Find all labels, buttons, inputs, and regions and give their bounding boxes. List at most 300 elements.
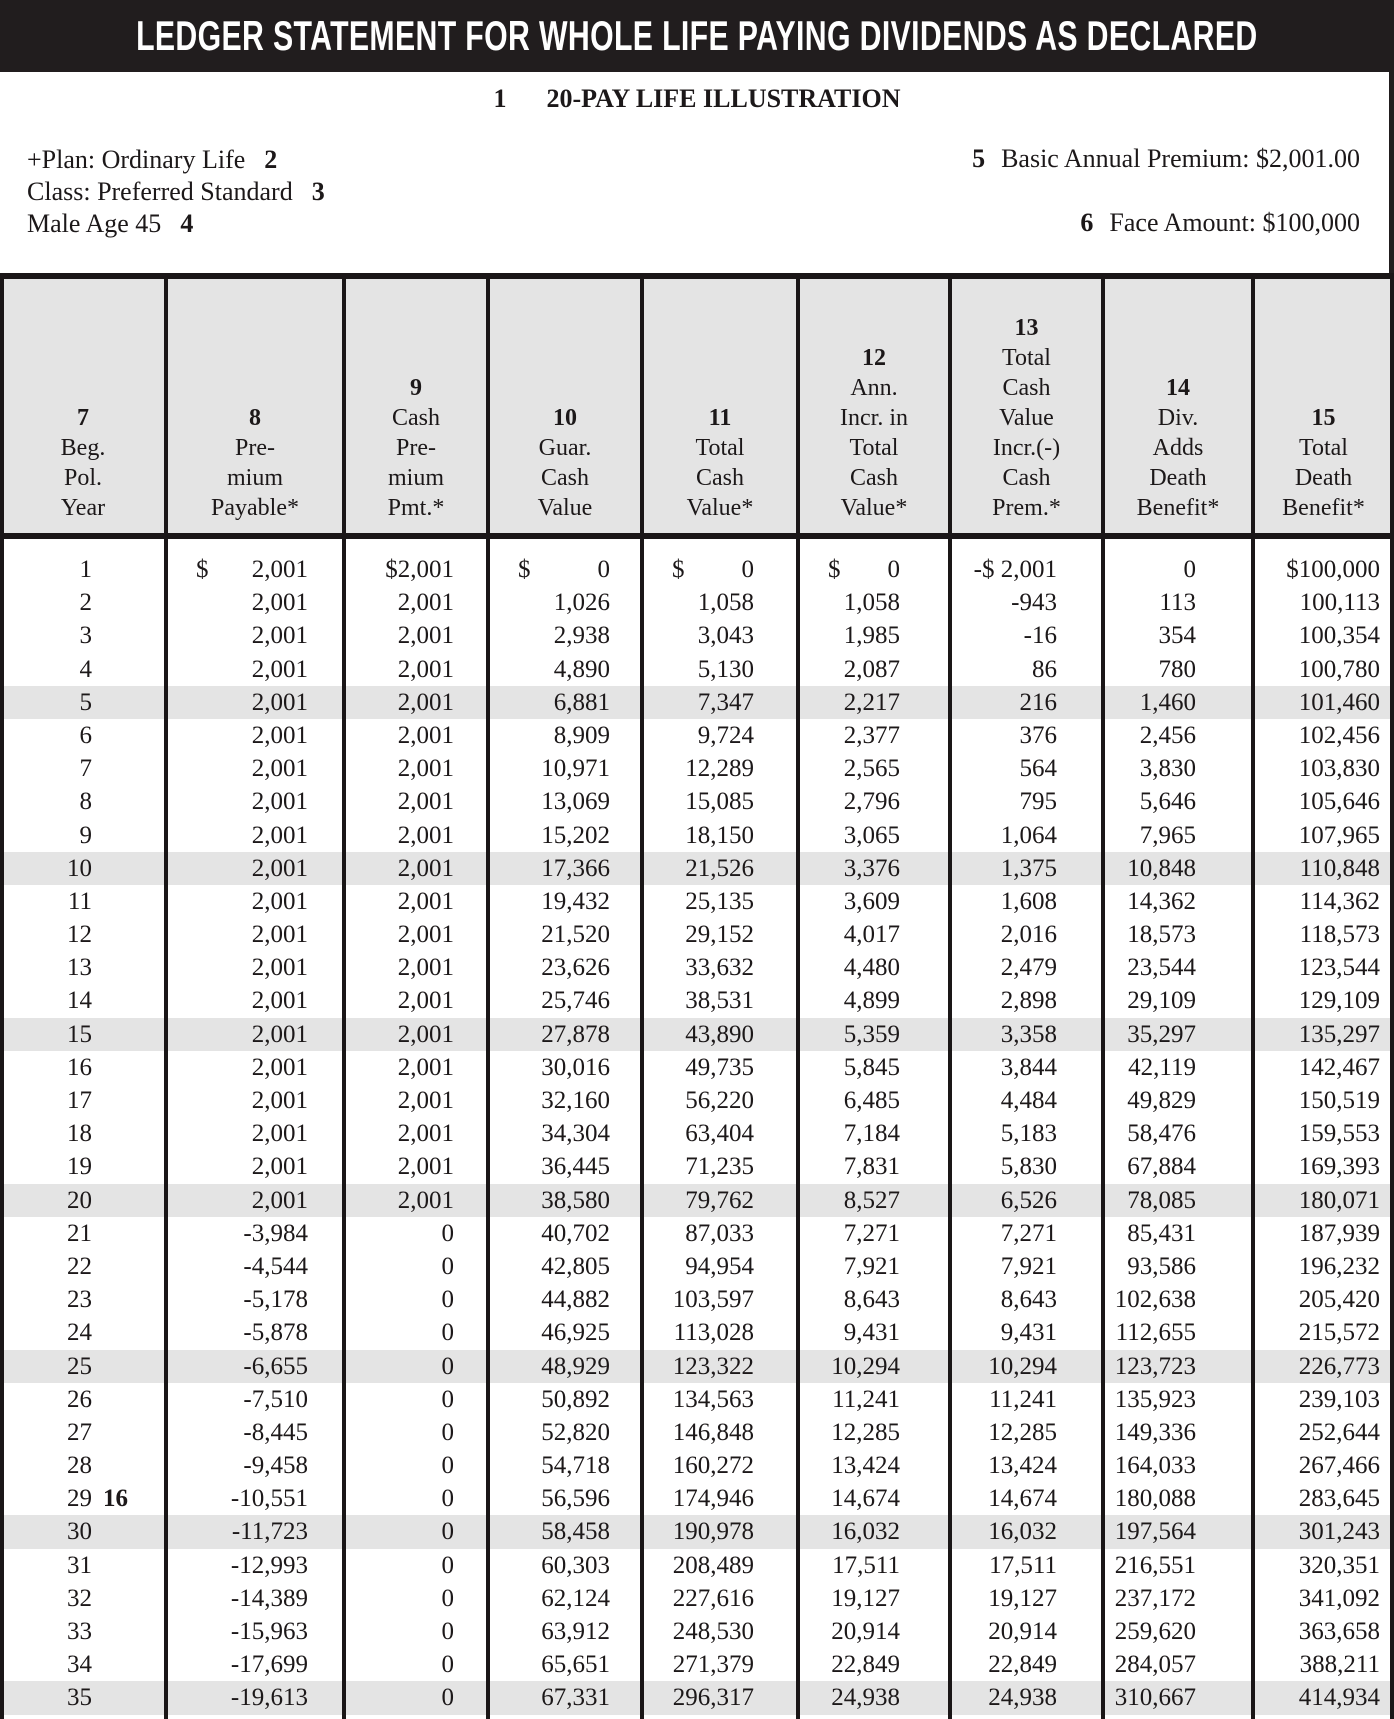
data-cell: 6,485 xyxy=(843,1087,900,1114)
data-cell: 2,938 xyxy=(553,622,610,650)
data-cell: 22,849 xyxy=(988,1651,1057,1679)
column-header-12 xyxy=(798,279,950,533)
data-cell: 67,331 xyxy=(541,1684,610,1712)
row-year: 5 xyxy=(79,688,92,716)
data-cell: 150,519 xyxy=(1298,1087,1380,1114)
data-cell: 2,796 xyxy=(843,788,900,816)
data-cell: 56,596 xyxy=(541,1485,610,1513)
data-cell: 42,119 xyxy=(1128,1053,1196,1081)
data-cell: 17,511 xyxy=(989,1551,1057,1579)
data-cell: 2,001 xyxy=(251,622,308,650)
header-line: Total xyxy=(1002,345,1051,371)
column-number: 11 xyxy=(708,405,732,431)
class-label: Class: Preferred Standard xyxy=(27,177,293,206)
data-cell: 2,001 xyxy=(397,788,454,816)
data-cell: 284,057 xyxy=(1114,1651,1196,1679)
data-cell: 0 xyxy=(441,1352,454,1380)
row-year: 18 xyxy=(67,1120,92,1148)
row-year: 25 xyxy=(67,1352,92,1380)
data-cell: 0 xyxy=(441,1286,454,1314)
data-cell: 71,235 xyxy=(685,1153,754,1181)
row-year: 35 xyxy=(67,1684,92,1712)
data-cell: 123,723 xyxy=(1114,1352,1196,1380)
data-cell: 0 xyxy=(441,1418,454,1446)
data-cell: 107,965 xyxy=(1298,821,1380,849)
callout-3: 3 xyxy=(311,177,325,206)
row-year: 21 xyxy=(67,1219,92,1247)
data-cell: $ 0 xyxy=(798,553,950,586)
table-row xyxy=(0,1449,1394,1482)
data-cell: 79,762 xyxy=(685,1186,754,1214)
header-line: Pol. xyxy=(63,465,102,491)
data-cell: -5,878 xyxy=(243,1319,308,1347)
subtitle-text: 20-PAY LIFE ILLUSTRATION xyxy=(546,84,901,113)
column-number: 14 xyxy=(1166,375,1190,401)
table-row xyxy=(0,1615,1394,1648)
column-number: 15 xyxy=(1311,405,1336,431)
data-cell: 19,127 xyxy=(831,1584,900,1612)
data-cell: 6,881 xyxy=(553,688,610,716)
data-cell: 3,830 xyxy=(1139,755,1196,783)
data-cell: 7,965 xyxy=(1139,821,1196,849)
data-cell: 110,848 xyxy=(1299,854,1380,882)
data-cell: 2,001 xyxy=(397,688,454,716)
data-cell: 12,289 xyxy=(685,755,754,783)
data-cell: 42,805 xyxy=(541,1252,610,1280)
data-cell: 23,544 xyxy=(1127,954,1196,982)
header-line: Incr. in xyxy=(840,405,908,431)
data-cell: 100,354 xyxy=(1298,622,1380,650)
row-year: 8 xyxy=(79,788,92,816)
data-cell: 5,183 xyxy=(1000,1120,1057,1148)
column-header-15 xyxy=(1253,279,1394,533)
data-cell: 32,160 xyxy=(541,1087,610,1114)
column-rule xyxy=(342,273,346,1719)
data-cell: 14,674 xyxy=(988,1485,1057,1513)
header-line: Value xyxy=(537,495,593,521)
column-header-8 xyxy=(166,279,344,533)
data-cell: 2,087 xyxy=(843,655,900,683)
table-row xyxy=(0,852,1394,885)
age-label: Male Age 45 xyxy=(27,209,162,238)
data-cell: 2,001 xyxy=(397,1053,454,1081)
data-cell: 2,001 xyxy=(397,854,454,882)
data-cell: 208,489 xyxy=(672,1551,754,1579)
data-cell: 24,938 xyxy=(988,1684,1057,1712)
data-cell: 0 xyxy=(441,1551,454,1579)
data-cell: 227,616 xyxy=(672,1584,754,1612)
table-top-rule xyxy=(0,273,1394,279)
currency-prefix: $ xyxy=(672,556,685,583)
data-cell: 5,359 xyxy=(843,1020,900,1048)
data-cell: 4,899 xyxy=(843,987,900,1015)
data-cell: 2,001 xyxy=(251,688,308,716)
table-row xyxy=(0,1482,1394,1515)
column-number: 7 xyxy=(77,405,89,431)
data-cell: 3,065 xyxy=(843,821,900,849)
callout-5: 5 xyxy=(972,144,986,173)
data-cell: 21,526 xyxy=(685,854,754,882)
data-cell: -19,613 xyxy=(230,1684,308,1712)
data-cell: 100,113 xyxy=(1299,589,1380,617)
row-year: 9 xyxy=(79,821,92,849)
data-cell: 58,476 xyxy=(1127,1120,1196,1148)
data-cell: 0 xyxy=(1183,556,1196,583)
data-cell: 2,001 xyxy=(251,1153,308,1181)
data-cell: 159,553 xyxy=(1298,1120,1380,1148)
data-cell: 4,890 xyxy=(553,655,610,683)
table-row xyxy=(0,1084,1394,1117)
face-amount: Face Amount: $100,000 xyxy=(1109,208,1360,237)
header-line: Cash xyxy=(696,465,744,491)
data-cell: 13,424 xyxy=(988,1452,1057,1480)
table-row xyxy=(0,1217,1394,1250)
data-cell: 2,001 xyxy=(251,854,308,882)
data-cell: 85,431 xyxy=(1127,1219,1196,1247)
data-cell: 2,001 xyxy=(397,987,454,1015)
column-number: 13 xyxy=(1014,315,1039,341)
data-cell: -$ 2,001 xyxy=(973,556,1057,583)
data-cell: 102,456 xyxy=(1298,721,1380,749)
data-cell: 20,914 xyxy=(831,1618,900,1645)
data-cell: 0 xyxy=(441,1584,454,1612)
illustration-subtitle xyxy=(0,84,1394,114)
data-cell: 113,028 xyxy=(673,1319,754,1347)
row-year: 16 xyxy=(67,1053,92,1081)
data-cell: 19,127 xyxy=(988,1584,1057,1612)
data-cell: 7,347 xyxy=(697,688,754,716)
data-cell: 8,643 xyxy=(843,1286,900,1314)
table-row xyxy=(0,752,1394,785)
data-cell: 15,202 xyxy=(541,821,610,849)
data-cell: 2,001 xyxy=(251,987,308,1015)
row-year: 3 xyxy=(79,622,92,650)
table-row xyxy=(0,1350,1394,1383)
data-cell: 142,467 xyxy=(1298,1053,1380,1081)
currency-prefix: $ xyxy=(828,556,841,583)
data-cell: 376 xyxy=(1019,721,1057,749)
data-cell: 7,921 xyxy=(843,1252,900,1280)
data-cell: 7,271 xyxy=(1000,1219,1057,1247)
table-row xyxy=(0,619,1394,652)
table-row xyxy=(0,1316,1394,1349)
data-cell: 160,272 xyxy=(672,1452,754,1480)
header-line: Death xyxy=(1149,465,1207,491)
data-cell: 190,978 xyxy=(672,1518,754,1546)
data-cell: 63,912 xyxy=(541,1618,610,1645)
header-line: Total xyxy=(1299,435,1348,461)
header-line: Cash xyxy=(541,465,589,491)
table-row xyxy=(0,1150,1394,1183)
data-cell: 114,362 xyxy=(1299,887,1380,915)
row-year: 17 xyxy=(67,1087,92,1114)
data-cell: 9,431 xyxy=(843,1319,900,1347)
table-row xyxy=(0,1416,1394,1449)
currency-prefix: $ xyxy=(518,556,531,583)
data-cell: 216 xyxy=(1019,688,1057,716)
header-body-rule xyxy=(0,533,1394,539)
data-cell: 13,069 xyxy=(541,788,610,816)
data-cell: -4,544 xyxy=(243,1252,308,1280)
data-cell: 7,831 xyxy=(843,1153,900,1181)
data-cell: 2,001 xyxy=(251,1053,308,1081)
column-header-7 xyxy=(0,279,166,533)
row-year: 27 xyxy=(67,1418,92,1446)
row-year: 29 16 xyxy=(0,1482,166,1515)
data-cell: 67,884 xyxy=(1127,1153,1196,1181)
plan-label: +Plan: Ordinary Life xyxy=(27,145,246,174)
basic-annual-premium: Basic Annual Premium: $2,001.00 xyxy=(1001,144,1360,173)
table-header xyxy=(0,279,1394,533)
data-cell: -10,551 xyxy=(230,1485,308,1513)
data-cell: 2,001 xyxy=(397,1186,454,1214)
table-row xyxy=(0,586,1394,619)
data-cell: 58,458 xyxy=(541,1518,610,1546)
data-cell: 2,001 xyxy=(397,755,454,783)
row-year: 23 xyxy=(67,1286,92,1314)
data-cell: -9,458 xyxy=(243,1452,308,1480)
data-cell: 29,109 xyxy=(1127,987,1196,1015)
data-cell: 2,001 xyxy=(397,821,454,849)
data-cell: $ 0 xyxy=(488,553,642,586)
data-cell: 2,479 xyxy=(1000,954,1057,982)
column-rule xyxy=(164,273,168,1719)
data-cell: -15,963 xyxy=(230,1618,308,1645)
data-cell: 52,820 xyxy=(541,1418,610,1446)
data-cell: 239,103 xyxy=(1298,1385,1380,1413)
data-cell: 93,586 xyxy=(1127,1252,1196,1280)
row-year: 32 xyxy=(67,1584,92,1612)
row-year: 26 xyxy=(67,1385,92,1413)
header-line: Total xyxy=(849,435,899,461)
data-cell: 2,565 xyxy=(843,755,900,783)
data-cell: 267,466 xyxy=(1298,1452,1380,1480)
data-cell: 17,511 xyxy=(832,1551,900,1579)
data-cell: 0 xyxy=(441,1252,454,1280)
data-cell: 252,644 xyxy=(1298,1418,1380,1446)
data-cell: 1,064 xyxy=(1000,821,1057,849)
data-cell: 101,460 xyxy=(1298,688,1380,716)
data-cell: 4,480 xyxy=(843,954,900,982)
data-cell: 18,573 xyxy=(1127,921,1196,949)
data-cell: 0 xyxy=(441,1684,454,1712)
header-line: Value* xyxy=(686,495,754,521)
header-line: Div. xyxy=(1157,405,1199,431)
data-cell: 103,597 xyxy=(672,1286,754,1314)
column-rule xyxy=(948,273,952,1719)
data-cell: 169,393 xyxy=(1298,1153,1380,1181)
data-cell: 11,241 xyxy=(832,1385,900,1413)
data-cell: 129,109 xyxy=(1298,987,1380,1015)
data-cell: 196,232 xyxy=(1298,1252,1380,1280)
data-cell: 112,655 xyxy=(1115,1319,1196,1347)
row-year: 34 xyxy=(67,1651,92,1679)
data-cell: 271,379 xyxy=(672,1651,754,1679)
data-cell: 2,001 xyxy=(251,755,308,783)
row-year: 13 xyxy=(67,954,92,982)
data-cell: 3,376 xyxy=(843,854,900,882)
data-cell: 9,431 xyxy=(1000,1319,1057,1347)
data-cell: 7,271 xyxy=(843,1219,900,1247)
table-row xyxy=(0,719,1394,752)
data-cell: 56,220 xyxy=(685,1087,754,1114)
data-cell: 10,294 xyxy=(988,1352,1057,1380)
data-cell: 320,351 xyxy=(1298,1551,1380,1579)
data-cell: 33,632 xyxy=(685,954,754,982)
header-line: Cash xyxy=(850,465,898,491)
data-cell: -943 xyxy=(1011,589,1057,617)
column-header-10 xyxy=(488,279,642,533)
data-cell: 17,366 xyxy=(541,854,610,882)
header-line: mium xyxy=(226,465,283,491)
data-cell: 43,890 xyxy=(685,1020,754,1048)
data-cell: -7,510 xyxy=(243,1385,308,1413)
data-cell: 180,088 xyxy=(1114,1485,1196,1513)
data-cell: 8,527 xyxy=(843,1186,900,1214)
data-cell: 2,456 xyxy=(1139,721,1196,749)
data-cell: 3,358 xyxy=(1000,1020,1057,1048)
header-line: Value* xyxy=(840,495,908,521)
data-cell: 174,946 xyxy=(672,1485,754,1513)
data-cell: 7,184 xyxy=(843,1120,900,1148)
data-cell: 19,432 xyxy=(541,887,610,915)
ledger-table xyxy=(0,273,1394,1719)
header-line: Prem.* xyxy=(992,495,1061,521)
data-cell: 2,217 xyxy=(843,688,900,716)
callout-16: 16 xyxy=(103,1485,128,1513)
table-row xyxy=(0,1383,1394,1416)
data-cell: 3,844 xyxy=(1000,1053,1057,1081)
data-cell: 2,001 xyxy=(397,721,454,749)
data-cell: 2,016 xyxy=(1000,921,1057,949)
policy-info-left xyxy=(27,144,325,240)
data-cell: 1,608 xyxy=(1000,887,1057,915)
age-line xyxy=(27,208,325,240)
column-rule xyxy=(1390,273,1394,1719)
row-year: 28 xyxy=(67,1452,92,1480)
table-row xyxy=(0,984,1394,1017)
currency-prefix: $ xyxy=(196,556,209,583)
data-cell: -5,178 xyxy=(243,1286,308,1314)
data-cell: -12,993 xyxy=(230,1551,308,1579)
callout-4: 4 xyxy=(180,209,194,238)
row-year: 30 xyxy=(67,1518,92,1546)
row-year: 20 xyxy=(67,1186,92,1214)
data-cell: 2,001 xyxy=(397,1020,454,1048)
data-cell: 29,152 xyxy=(685,921,754,949)
data-cell: 9,724 xyxy=(697,721,754,749)
callout-2: 2 xyxy=(264,145,278,174)
data-cell: 296,317 xyxy=(672,1684,754,1712)
data-cell: 8,643 xyxy=(1000,1286,1057,1314)
data-cell: 54,718 xyxy=(541,1452,610,1480)
data-cell: 4,484 xyxy=(1000,1087,1057,1114)
data-cell: 15,085 xyxy=(685,788,754,816)
data-cell: 25,135 xyxy=(685,887,754,915)
data-cell: 21,520 xyxy=(541,921,610,949)
data-cell: 14,362 xyxy=(1127,887,1196,915)
data-cell: 795 xyxy=(1019,788,1057,816)
header-line: mium xyxy=(387,465,444,491)
data-cell: 13,424 xyxy=(831,1452,900,1480)
data-cell: 12,285 xyxy=(831,1418,900,1446)
data-cell: 0 xyxy=(441,1452,454,1480)
data-cell: 10,971 xyxy=(541,755,610,783)
plan-line xyxy=(27,144,325,176)
data-cell: 16,032 xyxy=(988,1518,1057,1546)
data-cell: 50,892 xyxy=(541,1385,610,1413)
data-cell: -16 xyxy=(1023,622,1057,650)
data-cell: 16,032 xyxy=(831,1518,900,1546)
row-year: 24 xyxy=(67,1319,92,1347)
header-line: Value xyxy=(999,405,1054,431)
data-cell: 0 xyxy=(441,1385,454,1413)
header-line: Pre- xyxy=(396,435,436,461)
table-row xyxy=(0,553,1394,586)
data-cell: 49,829 xyxy=(1127,1087,1196,1114)
data-cell: 2,001 xyxy=(251,921,308,949)
data-cell: 7,921 xyxy=(1000,1252,1057,1280)
data-cell: $2,001 xyxy=(385,556,454,583)
class-line xyxy=(27,176,325,208)
table-row xyxy=(0,1648,1394,1681)
data-cell: 2,001 xyxy=(397,1087,454,1114)
header-line: Guar. xyxy=(538,435,592,461)
column-header-14 xyxy=(1103,279,1253,533)
data-cell: 388,211 xyxy=(1299,1651,1380,1679)
data-cell: 1,985 xyxy=(843,622,900,650)
header-line: Pre- xyxy=(235,435,275,461)
table-row xyxy=(0,1250,1394,1283)
column-number: 10 xyxy=(553,405,577,431)
data-cell: 46,925 xyxy=(541,1319,610,1347)
data-cell: 11,241 xyxy=(989,1385,1057,1413)
row-year: 33 xyxy=(67,1618,92,1645)
header-line: Ann. xyxy=(850,375,898,401)
data-cell: 118,573 xyxy=(1299,921,1380,949)
table-row xyxy=(0,1681,1394,1714)
data-cell: 5,845 xyxy=(843,1053,900,1081)
data-cell: 60,303 xyxy=(541,1551,610,1579)
data-cell: 2,001 xyxy=(251,887,308,915)
data-cell: 87,033 xyxy=(685,1219,754,1247)
data-cell: 0 xyxy=(441,1219,454,1247)
data-cell: 135,923 xyxy=(1114,1385,1196,1413)
data-cell: -8,445 xyxy=(243,1418,308,1446)
data-cell: 62,124 xyxy=(541,1584,610,1612)
table-row xyxy=(0,1117,1394,1150)
data-cell: 1,058 xyxy=(843,589,900,617)
table-row xyxy=(0,951,1394,984)
data-cell: 2,001 xyxy=(251,655,308,683)
data-cell: 237,172 xyxy=(1114,1584,1196,1612)
data-cell: 2,377 xyxy=(843,721,900,749)
callout-1: 1 xyxy=(493,84,507,113)
data-cell: 5,130 xyxy=(697,655,754,683)
table-row xyxy=(0,686,1394,719)
table-row xyxy=(0,653,1394,686)
table-row xyxy=(0,819,1394,852)
title-bar xyxy=(0,0,1394,72)
column-number: 12 xyxy=(862,345,886,371)
data-cell: 187,939 xyxy=(1298,1219,1380,1247)
data-cell: 6,526 xyxy=(1000,1186,1057,1214)
data-cell: $100,000 xyxy=(1286,556,1380,583)
data-cell: -6,655 xyxy=(243,1352,308,1380)
header-line: Payable* xyxy=(211,495,299,521)
data-cell: 86 xyxy=(1032,655,1057,683)
row-year: 6 xyxy=(79,721,92,749)
